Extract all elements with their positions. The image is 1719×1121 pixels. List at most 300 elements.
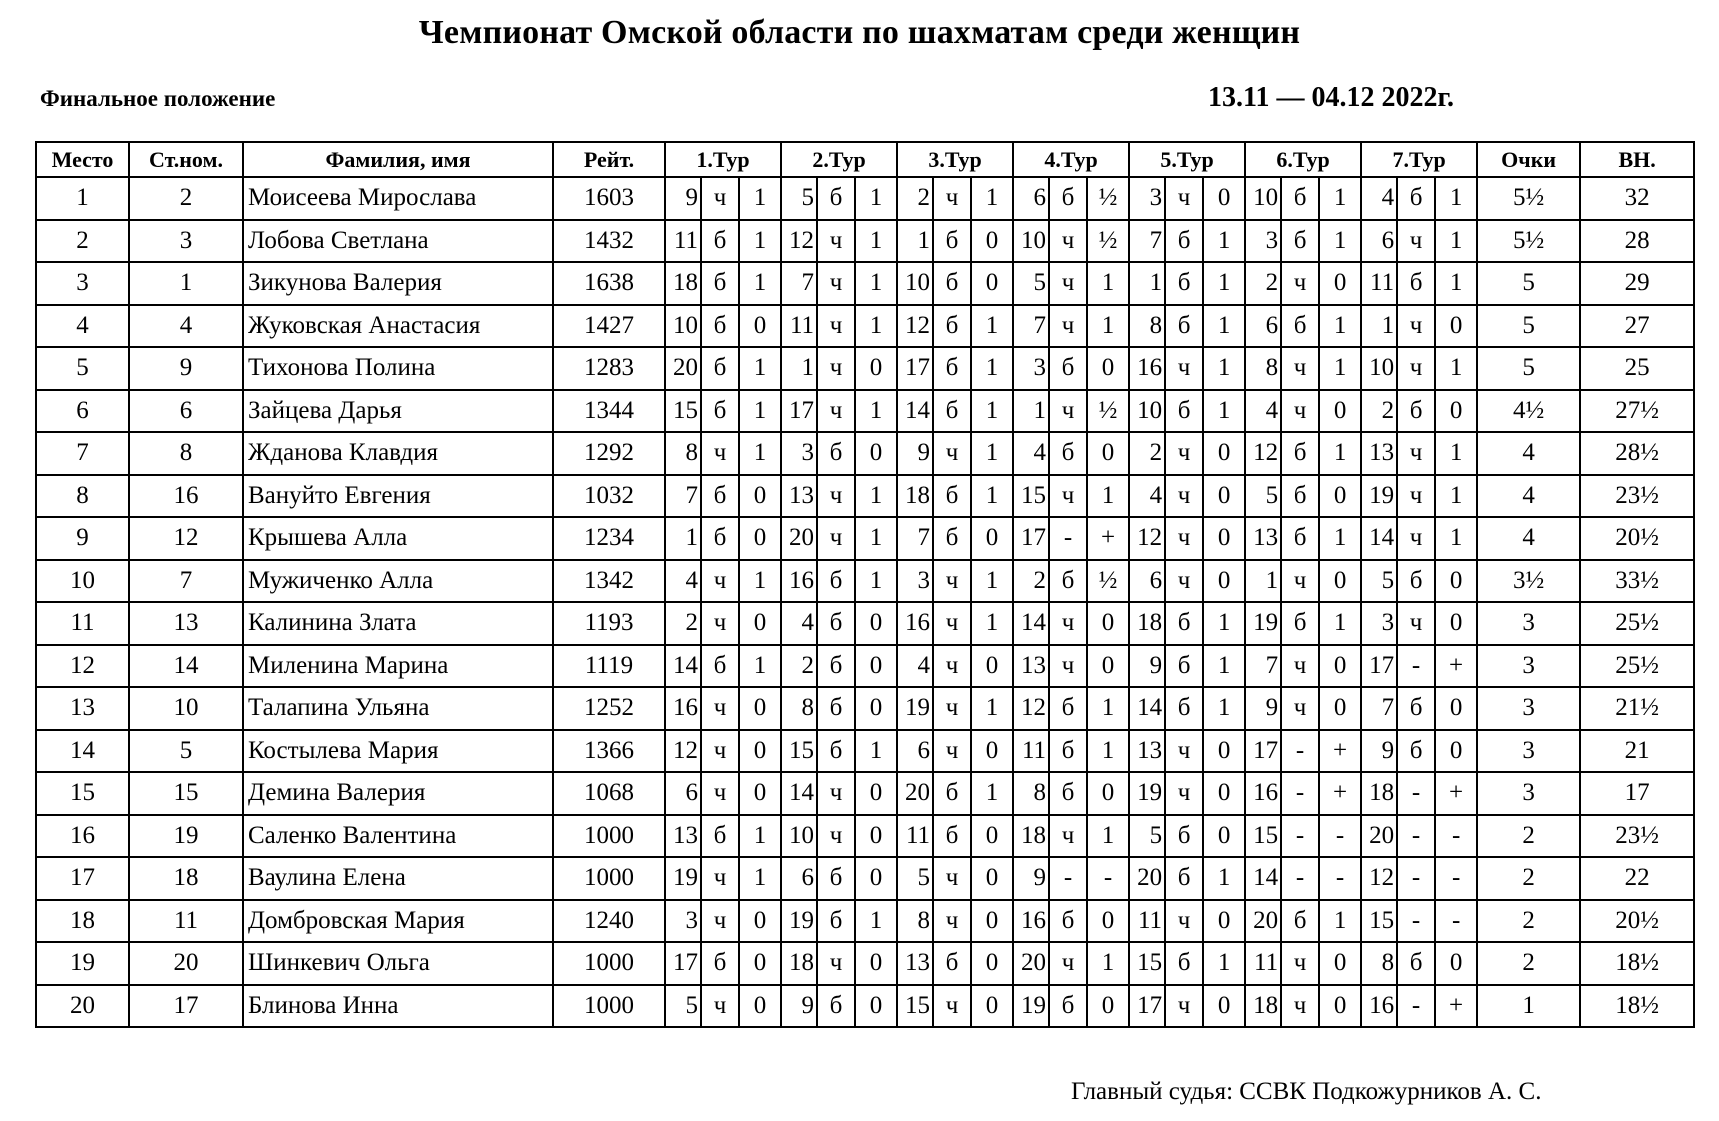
- round-1-color-cell: б: [701, 815, 739, 858]
- round-4-color-cell: ч: [1049, 390, 1087, 433]
- round-4-color-cell: б: [1049, 560, 1087, 603]
- round-5-opponent-cell: 13: [1129, 730, 1165, 773]
- start-number-cell: 8: [129, 432, 243, 475]
- round-6-opponent-cell: 8: [1245, 347, 1281, 390]
- round-7-result-cell: +: [1435, 985, 1477, 1028]
- round-5-color-cell: б: [1165, 602, 1203, 645]
- round-4-opponent-cell: 4: [1013, 432, 1049, 475]
- start-number-cell: 9: [129, 347, 243, 390]
- table-row: [36, 262, 1694, 305]
- round-2-result-cell: 0: [855, 857, 897, 900]
- round-4-opponent-cell: 3: [1013, 347, 1049, 390]
- round-6-color-cell: ч: [1281, 347, 1319, 390]
- round-1-result-cell: 0: [739, 730, 781, 773]
- round-4-opponent-cell: 7: [1013, 305, 1049, 348]
- tiebreak-cell: 20½: [1580, 517, 1694, 560]
- player-name-cell: Вануйто Евгения: [243, 475, 553, 518]
- round-6-result-cell: 0: [1319, 645, 1361, 688]
- round-7-color-cell: ч: [1397, 305, 1435, 348]
- place-cell: 12: [36, 645, 129, 688]
- round-5-result-cell: 0: [1203, 475, 1245, 518]
- round-5-opponent-cell: 7: [1129, 220, 1165, 263]
- round-2-result-cell: 0: [855, 772, 897, 815]
- round-7-result-cell: 0: [1435, 730, 1477, 773]
- round-4-color-cell: ч: [1049, 475, 1087, 518]
- round-5-result-cell: 0: [1203, 985, 1245, 1028]
- rating-cell: 1344: [553, 390, 665, 433]
- round-3-result-cell: 0: [971, 220, 1013, 263]
- round-4-color-cell: б: [1049, 730, 1087, 773]
- round-5-color-cell: ч: [1165, 772, 1203, 815]
- round-3-color-cell: б: [933, 942, 971, 985]
- round-3-result-cell: 0: [971, 645, 1013, 688]
- table-row: [36, 305, 1694, 348]
- round-1-color-cell: б: [701, 517, 739, 560]
- round-3-color-cell: б: [933, 390, 971, 433]
- round-5-result-cell: 1: [1203, 305, 1245, 348]
- points-cell: 1: [1477, 985, 1580, 1028]
- tiebreak-cell: 22: [1580, 857, 1694, 900]
- rating-cell: 1427: [553, 305, 665, 348]
- round-5-color-cell: ч: [1165, 900, 1203, 943]
- round-5-result-cell: 0: [1203, 772, 1245, 815]
- header-points: Очки: [1477, 142, 1580, 177]
- points-cell: 2: [1477, 857, 1580, 900]
- standings-table: [35, 141, 1695, 1028]
- round-2-opponent-cell: 10: [781, 815, 817, 858]
- round-2-color-cell: ч: [817, 220, 855, 263]
- round-2-result-cell: 1: [855, 220, 897, 263]
- round-2-color-cell: ч: [817, 815, 855, 858]
- tiebreak-cell: 27½: [1580, 390, 1694, 433]
- round-2-color-cell: б: [817, 985, 855, 1028]
- round-2-color-cell: б: [817, 730, 855, 773]
- round-7-result-cell: 1: [1435, 475, 1477, 518]
- place-cell: 4: [36, 305, 129, 348]
- round-4-opponent-cell: 16: [1013, 900, 1049, 943]
- round-3-opponent-cell: 10: [897, 262, 933, 305]
- round-5-opponent-cell: 5: [1129, 815, 1165, 858]
- round-1-result-cell: 0: [739, 772, 781, 815]
- round-5-result-cell: 1: [1203, 262, 1245, 305]
- round-4-color-cell: ч: [1049, 942, 1087, 985]
- points-cell: 4: [1477, 475, 1580, 518]
- round-3-result-cell: 0: [971, 517, 1013, 560]
- round-7-color-cell: б: [1397, 390, 1435, 433]
- round-3-result-cell: 1: [971, 390, 1013, 433]
- round-7-color-cell: ч: [1397, 475, 1435, 518]
- round-5-result-cell: 0: [1203, 730, 1245, 773]
- round-3-result-cell: 0: [971, 730, 1013, 773]
- round-4-opponent-cell: 1: [1013, 390, 1049, 433]
- round-6-result-cell: -: [1319, 815, 1361, 858]
- points-cell: 5: [1477, 305, 1580, 348]
- round-7-opponent-cell: 2: [1361, 390, 1397, 433]
- round-3-opponent-cell: 7: [897, 517, 933, 560]
- round-3-result-cell: 1: [971, 432, 1013, 475]
- round-3-opponent-cell: 13: [897, 942, 933, 985]
- round-2-result-cell: 1: [855, 305, 897, 348]
- round-7-result-cell: 1: [1435, 432, 1477, 475]
- round-2-result-cell: 1: [855, 517, 897, 560]
- round-1-result-cell: 1: [739, 815, 781, 858]
- round-2-color-cell: ч: [817, 517, 855, 560]
- round-1-opponent-cell: 9: [665, 177, 701, 220]
- round-1-opponent-cell: 7: [665, 475, 701, 518]
- round-4-color-cell: б: [1049, 347, 1087, 390]
- round-6-color-cell: б: [1281, 432, 1319, 475]
- round-6-opponent-cell: 2: [1245, 262, 1281, 305]
- round-5-color-cell: б: [1165, 857, 1203, 900]
- table-row: [36, 390, 1694, 433]
- round-7-opponent-cell: 20: [1361, 815, 1397, 858]
- round-2-opponent-cell: 17: [781, 390, 817, 433]
- round-4-result-cell: 0: [1087, 645, 1129, 688]
- start-number-cell: 5: [129, 730, 243, 773]
- chief-arbiter: Главный судья: ССВК Подкожурников А. С.: [1071, 1078, 1542, 1105]
- round-4-result-cell: ½: [1087, 220, 1129, 263]
- header-round-5: 5.Тур: [1129, 142, 1245, 177]
- tiebreak-cell: 25½: [1580, 645, 1694, 688]
- round-7-opponent-cell: 7: [1361, 687, 1397, 730]
- start-number-cell: 3: [129, 220, 243, 263]
- start-number-cell: 12: [129, 517, 243, 560]
- start-number-cell: 14: [129, 645, 243, 688]
- round-1-result-cell: 0: [739, 602, 781, 645]
- round-6-opponent-cell: 19: [1245, 602, 1281, 645]
- round-6-result-cell: +: [1319, 772, 1361, 815]
- round-6-color-cell: б: [1281, 220, 1319, 263]
- round-5-opponent-cell: 8: [1129, 305, 1165, 348]
- round-1-result-cell: 0: [739, 942, 781, 985]
- table-row: [36, 560, 1694, 603]
- round-5-color-cell: ч: [1165, 432, 1203, 475]
- round-4-color-cell: ч: [1049, 220, 1087, 263]
- rating-cell: 1252: [553, 687, 665, 730]
- tiebreak-cell: 33½: [1580, 560, 1694, 603]
- round-6-result-cell: 1: [1319, 602, 1361, 645]
- header-round-2: 2.Тур: [781, 142, 897, 177]
- round-3-opponent-cell: 2: [897, 177, 933, 220]
- round-5-result-cell: 1: [1203, 942, 1245, 985]
- round-7-color-cell: -: [1397, 985, 1435, 1028]
- table-row: [36, 942, 1694, 985]
- round-4-result-cell: 0: [1087, 347, 1129, 390]
- table-row: [36, 857, 1694, 900]
- place-cell: 19: [36, 942, 129, 985]
- tiebreak-cell: 25½: [1580, 602, 1694, 645]
- round-3-result-cell: 0: [971, 900, 1013, 943]
- round-6-result-cell: 0: [1319, 475, 1361, 518]
- round-6-opponent-cell: 10: [1245, 177, 1281, 220]
- round-4-result-cell: 0: [1087, 432, 1129, 475]
- points-cell: 4: [1477, 432, 1580, 475]
- round-4-color-cell: ч: [1049, 815, 1087, 858]
- round-7-result-cell: 1: [1435, 262, 1477, 305]
- header-tiebreak: ВН.: [1580, 142, 1694, 177]
- round-1-color-cell: б: [701, 220, 739, 263]
- player-name-cell: Жданова Клавдия: [243, 432, 553, 475]
- table-row: [36, 347, 1694, 390]
- place-cell: 11: [36, 602, 129, 645]
- round-7-result-cell: +: [1435, 645, 1477, 688]
- round-7-color-cell: б: [1397, 177, 1435, 220]
- rating-cell: 1366: [553, 730, 665, 773]
- round-6-color-cell: б: [1281, 305, 1319, 348]
- round-7-opponent-cell: 13: [1361, 432, 1397, 475]
- round-1-result-cell: 1: [739, 262, 781, 305]
- round-3-opponent-cell: 20: [897, 772, 933, 815]
- start-number-cell: 10: [129, 687, 243, 730]
- round-7-result-cell: 1: [1435, 347, 1477, 390]
- tiebreak-cell: 25: [1580, 347, 1694, 390]
- round-1-opponent-cell: 2: [665, 602, 701, 645]
- round-7-opponent-cell: 5: [1361, 560, 1397, 603]
- round-3-result-cell: 1: [971, 305, 1013, 348]
- round-2-opponent-cell: 18: [781, 942, 817, 985]
- round-2-result-cell: 1: [855, 177, 897, 220]
- round-5-color-cell: б: [1165, 645, 1203, 688]
- round-6-opponent-cell: 20: [1245, 900, 1281, 943]
- round-4-color-cell: б: [1049, 900, 1087, 943]
- round-4-result-cell: 1: [1087, 942, 1129, 985]
- round-2-color-cell: б: [817, 432, 855, 475]
- round-3-result-cell: 1: [971, 475, 1013, 518]
- points-cell: 5: [1477, 262, 1580, 305]
- round-1-result-cell: 1: [739, 645, 781, 688]
- points-cell: 3: [1477, 687, 1580, 730]
- round-6-result-cell: 0: [1319, 390, 1361, 433]
- round-7-color-cell: б: [1397, 262, 1435, 305]
- round-7-color-cell: б: [1397, 942, 1435, 985]
- round-2-opponent-cell: 13: [781, 475, 817, 518]
- round-1-color-cell: ч: [701, 687, 739, 730]
- round-1-opponent-cell: 4: [665, 560, 701, 603]
- table-row: [36, 177, 1694, 220]
- round-5-result-cell: 1: [1203, 645, 1245, 688]
- round-7-result-cell: -: [1435, 900, 1477, 943]
- round-2-result-cell: 1: [855, 900, 897, 943]
- round-2-opponent-cell: 16: [781, 560, 817, 603]
- rating-cell: 1283: [553, 347, 665, 390]
- tiebreak-cell: 29: [1580, 262, 1694, 305]
- round-3-color-cell: ч: [933, 687, 971, 730]
- round-7-result-cell: 0: [1435, 305, 1477, 348]
- player-name-cell: Ваулина Елена: [243, 857, 553, 900]
- round-3-opponent-cell: 3: [897, 560, 933, 603]
- round-5-result-cell: 1: [1203, 857, 1245, 900]
- points-cell: 5½: [1477, 220, 1580, 263]
- player-name-cell: Жуковская Анастасия: [243, 305, 553, 348]
- round-2-color-cell: ч: [817, 475, 855, 518]
- tiebreak-cell: 20½: [1580, 900, 1694, 943]
- round-7-opponent-cell: 18: [1361, 772, 1397, 815]
- table-row: [36, 432, 1694, 475]
- header-round-6: 6.Тур: [1245, 142, 1361, 177]
- round-4-color-cell: б: [1049, 772, 1087, 815]
- round-5-color-cell: б: [1165, 305, 1203, 348]
- round-7-result-cell: +: [1435, 772, 1477, 815]
- round-1-opponent-cell: 10: [665, 305, 701, 348]
- round-1-color-cell: б: [701, 262, 739, 305]
- round-3-result-cell: 0: [971, 985, 1013, 1028]
- round-3-color-cell: б: [933, 815, 971, 858]
- round-1-result-cell: 0: [739, 900, 781, 943]
- round-4-result-cell: 1: [1087, 305, 1129, 348]
- round-6-color-cell: ч: [1281, 687, 1319, 730]
- table-row: [36, 645, 1694, 688]
- round-6-opponent-cell: 13: [1245, 517, 1281, 560]
- round-4-color-cell: -: [1049, 857, 1087, 900]
- place-cell: 16: [36, 815, 129, 858]
- round-2-result-cell: 1: [855, 390, 897, 433]
- round-2-opponent-cell: 8: [781, 687, 817, 730]
- player-name-cell: Саленко Валентина: [243, 815, 553, 858]
- tournament-dates: 13.11 — 04.12 2022г.: [1208, 82, 1455, 113]
- round-4-result-cell: 0: [1087, 772, 1129, 815]
- round-5-color-cell: ч: [1165, 517, 1203, 560]
- round-6-opponent-cell: 17: [1245, 730, 1281, 773]
- rating-cell: 1638: [553, 262, 665, 305]
- round-3-result-cell: 1: [971, 687, 1013, 730]
- round-3-color-cell: ч: [933, 857, 971, 900]
- round-6-result-cell: 1: [1319, 432, 1361, 475]
- player-name-cell: Лобова Светлана: [243, 220, 553, 263]
- round-6-result-cell: 1: [1319, 177, 1361, 220]
- round-6-color-cell: ч: [1281, 262, 1319, 305]
- round-7-color-cell: б: [1397, 687, 1435, 730]
- rating-cell: 1000: [553, 942, 665, 985]
- round-3-opponent-cell: 16: [897, 602, 933, 645]
- start-number-cell: 4: [129, 305, 243, 348]
- round-6-color-cell: -: [1281, 730, 1319, 773]
- round-7-result-cell: -: [1435, 815, 1477, 858]
- round-7-color-cell: ч: [1397, 517, 1435, 560]
- round-6-result-cell: 0: [1319, 687, 1361, 730]
- round-5-result-cell: 1: [1203, 687, 1245, 730]
- rating-cell: 1000: [553, 985, 665, 1028]
- round-5-color-cell: б: [1165, 815, 1203, 858]
- round-3-color-cell: б: [933, 517, 971, 560]
- page-title: Чемпионат Омской области по шахматам среди женщин: [418, 14, 1301, 51]
- round-2-opponent-cell: 2: [781, 645, 817, 688]
- round-4-result-cell: 1: [1087, 687, 1129, 730]
- round-6-opponent-cell: 5: [1245, 475, 1281, 518]
- round-7-opponent-cell: 12: [1361, 857, 1397, 900]
- round-7-color-cell: б: [1397, 560, 1435, 603]
- place-cell: 17: [36, 857, 129, 900]
- header-rating: Рейт.: [553, 142, 665, 177]
- round-6-opponent-cell: 1: [1245, 560, 1281, 603]
- round-4-opponent-cell: 18: [1013, 815, 1049, 858]
- round-6-result-cell: 1: [1319, 517, 1361, 560]
- round-4-opponent-cell: 5: [1013, 262, 1049, 305]
- tiebreak-cell: 18½: [1580, 985, 1694, 1028]
- round-4-opponent-cell: 11: [1013, 730, 1049, 773]
- tiebreak-cell: 17: [1580, 772, 1694, 815]
- round-5-result-cell: 0: [1203, 432, 1245, 475]
- header-round-7: 7.Тур: [1361, 142, 1477, 177]
- round-4-opponent-cell: 20: [1013, 942, 1049, 985]
- round-2-result-cell: 1: [855, 730, 897, 773]
- round-2-color-cell: ч: [817, 347, 855, 390]
- tiebreak-cell: 32: [1580, 177, 1694, 220]
- round-5-color-cell: ч: [1165, 730, 1203, 773]
- points-cell: 2: [1477, 815, 1580, 858]
- round-7-color-cell: б: [1397, 730, 1435, 773]
- round-5-color-cell: б: [1165, 220, 1203, 263]
- round-7-opponent-cell: 9: [1361, 730, 1397, 773]
- round-1-result-cell: 0: [739, 687, 781, 730]
- tiebreak-cell: 27: [1580, 305, 1694, 348]
- round-2-opponent-cell: 6: [781, 857, 817, 900]
- round-2-opponent-cell: 9: [781, 985, 817, 1028]
- round-7-result-cell: 0: [1435, 602, 1477, 645]
- round-6-opponent-cell: 16: [1245, 772, 1281, 815]
- round-5-result-cell: 1: [1203, 602, 1245, 645]
- round-4-color-cell: б: [1049, 687, 1087, 730]
- points-cell: 2: [1477, 900, 1580, 943]
- round-1-color-cell: б: [701, 475, 739, 518]
- round-1-result-cell: 0: [739, 305, 781, 348]
- round-3-opponent-cell: 14: [897, 390, 933, 433]
- tiebreak-cell: 21: [1580, 730, 1694, 773]
- place-cell: 8: [36, 475, 129, 518]
- round-3-result-cell: 1: [971, 602, 1013, 645]
- round-2-result-cell: 0: [855, 432, 897, 475]
- round-4-opponent-cell: 14: [1013, 602, 1049, 645]
- round-6-result-cell: 0: [1319, 942, 1361, 985]
- round-3-opponent-cell: 5: [897, 857, 933, 900]
- round-2-result-cell: 1: [855, 560, 897, 603]
- round-7-result-cell: 1: [1435, 177, 1477, 220]
- place-cell: 9: [36, 517, 129, 560]
- round-4-result-cell: 1: [1087, 475, 1129, 518]
- round-2-color-cell: б: [817, 645, 855, 688]
- subtitle: Финальное положение: [40, 86, 276, 111]
- round-3-color-cell: ч: [933, 900, 971, 943]
- round-1-color-cell: ч: [701, 177, 739, 220]
- place-cell: 13: [36, 687, 129, 730]
- start-number-cell: 18: [129, 857, 243, 900]
- round-4-color-cell: -: [1049, 517, 1087, 560]
- round-7-color-cell: -: [1397, 645, 1435, 688]
- player-name-cell: Зикунова Валерия: [243, 262, 553, 305]
- round-3-result-cell: 1: [971, 347, 1013, 390]
- round-7-color-cell: ч: [1397, 432, 1435, 475]
- round-7-color-cell: -: [1397, 815, 1435, 858]
- round-1-opponent-cell: 16: [665, 687, 701, 730]
- round-3-result-cell: 1: [971, 177, 1013, 220]
- round-3-color-cell: ч: [933, 985, 971, 1028]
- rating-cell: 1000: [553, 815, 665, 858]
- round-3-result-cell: 0: [971, 942, 1013, 985]
- round-1-color-cell: ч: [701, 602, 739, 645]
- round-1-result-cell: 1: [739, 347, 781, 390]
- round-7-result-cell: 0: [1435, 942, 1477, 985]
- round-6-color-cell: б: [1281, 177, 1319, 220]
- round-2-opponent-cell: 3: [781, 432, 817, 475]
- start-number-cell: 17: [129, 985, 243, 1028]
- round-7-result-cell: -: [1435, 857, 1477, 900]
- player-name-cell: Костылева Мария: [243, 730, 553, 773]
- round-5-color-cell: ч: [1165, 347, 1203, 390]
- round-7-result-cell: 1: [1435, 517, 1477, 560]
- player-name-cell: Тихонова Полина: [243, 347, 553, 390]
- round-4-result-cell: ½: [1087, 560, 1129, 603]
- round-5-color-cell: ч: [1165, 475, 1203, 518]
- round-7-opponent-cell: 10: [1361, 347, 1397, 390]
